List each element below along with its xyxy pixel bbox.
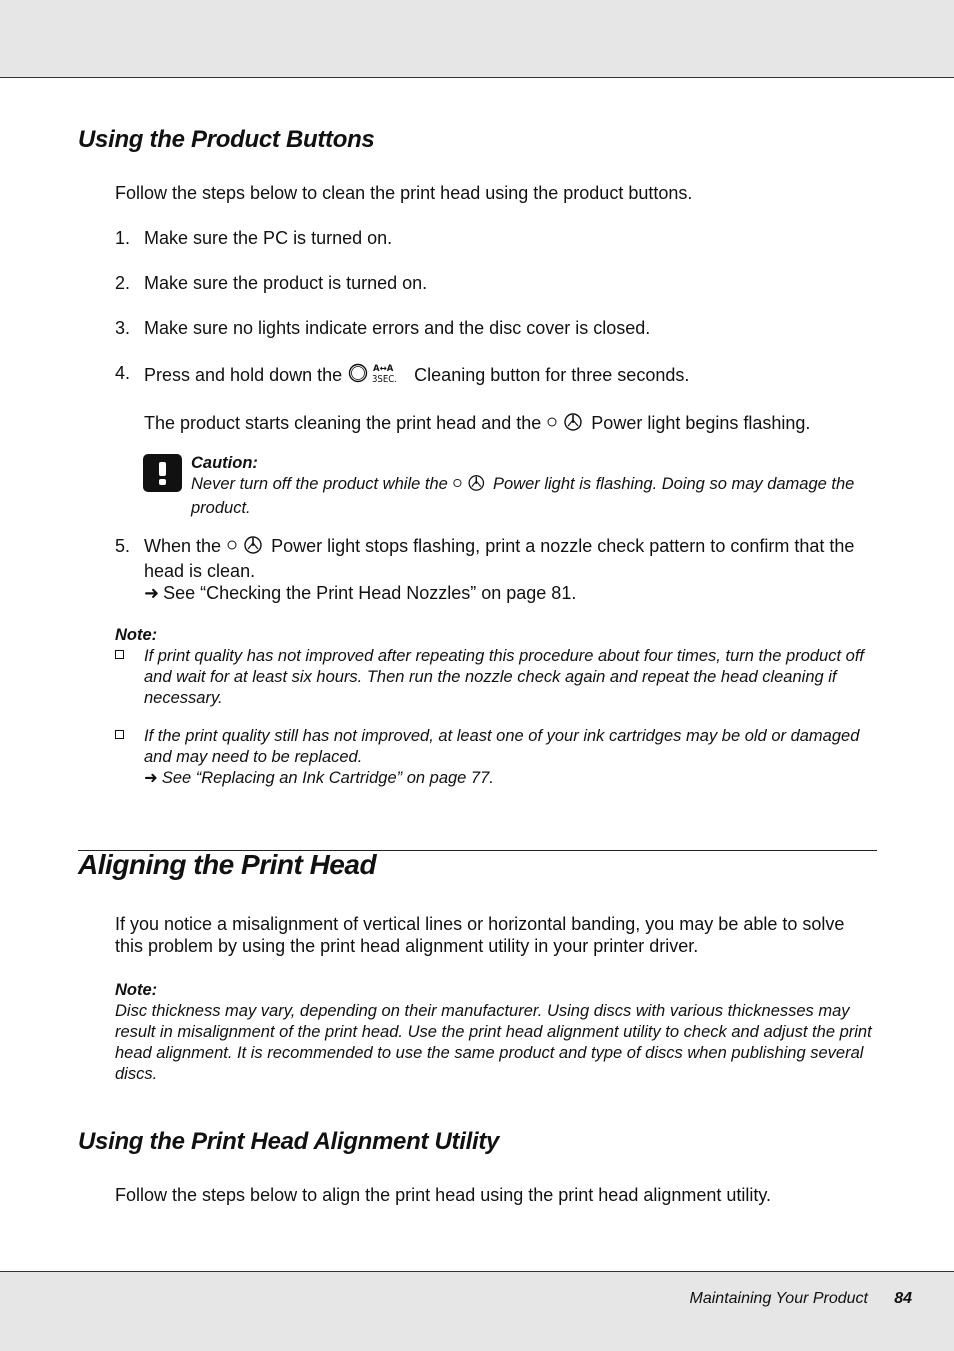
- heading-print-head-alignment-utility: Using the Print Head Alignment Utility: [78, 1128, 500, 1155]
- power-light-icon: [546, 412, 586, 437]
- cross-reference-text: See “Replacing an Ink Cartridge” on page 77.: [161, 769, 494, 787]
- step-number: 1.: [115, 228, 131, 248]
- cleaning-button-icon: [347, 362, 409, 389]
- step-number: 2.: [115, 273, 131, 293]
- caution-icon: [143, 454, 182, 492]
- heading-using-product-buttons: Using the Product Buttons: [78, 126, 375, 153]
- step-number: 4.: [115, 363, 131, 383]
- section2-intro: If you notice a misalignment of vertical lines or horizontal banding, you may be able to solve this problem by using the print head alignment utility in your printer driver.: [115, 914, 845, 956]
- step-4: [115, 362, 885, 432]
- step-text: Make sure no lights indicate errors and the disc cover is closed.: [144, 318, 651, 338]
- arrow-right-icon: ➜: [144, 769, 158, 787]
- section1-intro: Follow the steps below to clean the print head using the product buttons.: [115, 183, 693, 203]
- step-followup-before: The product starts cleaning the print head and the: [144, 413, 542, 433]
- checkbox-bullet-icon: [115, 730, 124, 739]
- step-followup: [144, 412, 879, 437]
- step-text-before: When the: [144, 536, 222, 556]
- arrow-right-icon: ➜: [144, 583, 160, 603]
- caution-block: [191, 453, 881, 519]
- power-light-icon: [226, 535, 266, 560]
- caution-text: [191, 474, 881, 519]
- step-5: [115, 535, 885, 605]
- step-text: Make sure the PC is turned on.: [144, 228, 393, 248]
- page-footer-band: [0, 1271, 954, 1351]
- note-bullet-text: If print quality has not improved after repeating this procedure about four times, turn the product off and wait for at least six hours. Then run the nozzle check again and repeat the head cleaning if necessary.: [144, 647, 864, 707]
- caution-text-after: Power light is flashing. Doing so may damage the product.: [191, 475, 855, 517]
- note-text: Disc thickness may vary, depending on their manufacturer. Using discs with various thicknesses may result in misalignment of the print head. Use the print head alignment utility to check and adjust the print head alignment. It is recommended to use the same product and type of discs when publishing several discs.: [115, 1002, 872, 1083]
- step-text: Make sure the product is turned on.: [144, 273, 428, 293]
- caution-label: Caution:: [191, 454, 258, 472]
- caution-text-before: Never turn off the product while the: [191, 475, 448, 493]
- step-text-before: Press and hold down the: [144, 365, 343, 385]
- note-bullet-content: [144, 726, 877, 789]
- cross-reference-link[interactable]: [144, 582, 879, 604]
- note-bullet-text: If the print quality still has not improved, at least one of your ink cartridges may be old or damaged and may need to be replaced.: [144, 727, 860, 766]
- step-text: [144, 535, 879, 604]
- footer-section-title: Maintaining Your Product: [689, 1290, 868, 1307]
- footer-page-number: 84: [894, 1290, 912, 1307]
- step-text-after: Power light stops flashing, print a nozzle check pattern to confirm that the head is clean.: [144, 536, 855, 581]
- step-text: [144, 362, 879, 437]
- section3-intro: Follow the steps below to align the print head using the print head alignment utility.: [115, 1185, 772, 1205]
- note-label: Note:: [115, 981, 158, 999]
- step-number: 3.: [115, 318, 131, 338]
- step-text-after: Cleaning button for three seconds.: [414, 365, 690, 385]
- heading-aligning-print-head: Aligning the Print Head: [78, 849, 377, 880]
- cleaning-icon-label-top: A↔A: [373, 364, 394, 374]
- checkbox-bullet-icon: [115, 650, 124, 659]
- step-number: 5.: [115, 536, 131, 556]
- page-header-band: [0, 0, 954, 78]
- cleaning-icon-label-bottom: 3SEC.: [372, 374, 398, 384]
- step-followup-after: Power light begins flashing.: [591, 413, 811, 433]
- cross-reference-text: See “Checking the Print Head Nozzles” on page 81.: [163, 583, 577, 603]
- cross-reference-link[interactable]: [144, 768, 877, 789]
- note-label: Note:: [115, 626, 158, 644]
- power-light-icon: [452, 474, 488, 498]
